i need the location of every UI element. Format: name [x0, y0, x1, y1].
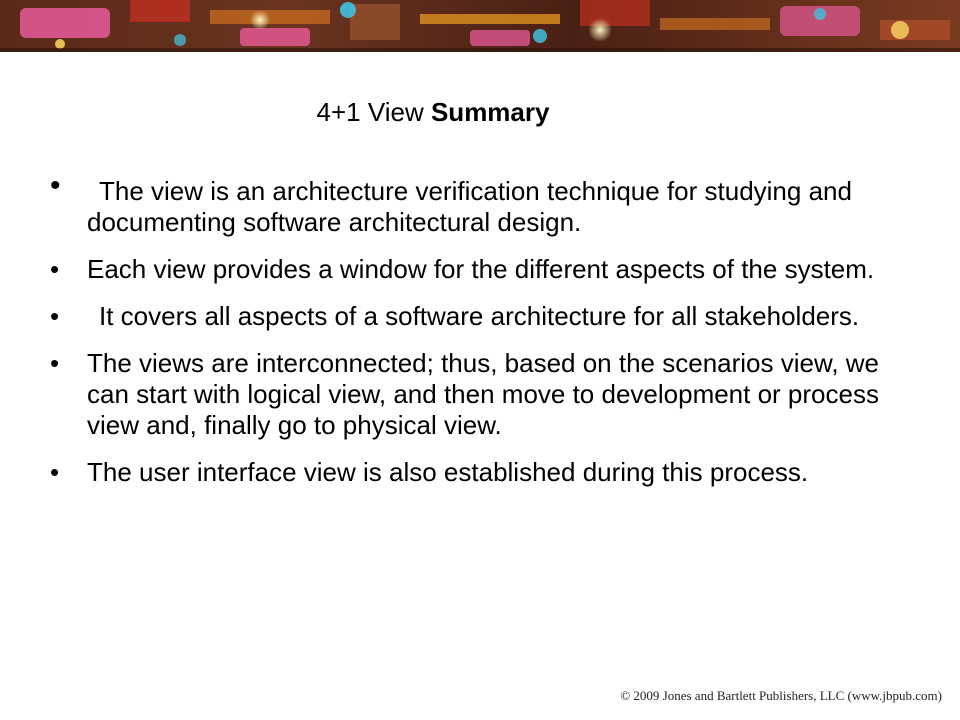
circuit-board-banner [0, 0, 960, 52]
bullet-item [50, 457, 910, 488]
bullet-text: It covers all aspects of a software architecture for all stakeholders. [99, 301, 860, 331]
copyright-footer: © 2009 Jones and Bartlett Publishers, LLC (www.jbpub.com) [620, 688, 942, 703]
bullet-list [50, 169, 910, 504]
bullet-dot-icon: • [50, 348, 60, 378]
bullet-item [50, 348, 910, 441]
title-emphasis: Summary [430, 97, 550, 127]
bullet-text: The user interface view is also established during this process. [87, 457, 809, 487]
title-prefix: 4+1 View [316, 97, 424, 127]
slide-title [0, 96, 866, 128]
bullet-text: The view is an architecture verification technique for studying and documenting software architectural design. [87, 176, 852, 237]
bullet-dot-icon: • [50, 169, 61, 202]
bullet-dot-icon: • [50, 301, 60, 331]
bullet-dot-icon: • [50, 457, 60, 487]
bullet-item [50, 169, 910, 238]
bullet-text: The views are interconnected; thus, based on the scenarios view, we can start with logical view, and then move to development or process view and, finally go to physical view. [87, 348, 879, 440]
bullet-item [50, 301, 910, 332]
bullet-dot-icon: • [50, 254, 60, 284]
bullet-text: Each view provides a window for the different aspects of the system. [87, 254, 875, 284]
bullet-item [50, 254, 910, 285]
circuit-board-image [0, 0, 960, 52]
